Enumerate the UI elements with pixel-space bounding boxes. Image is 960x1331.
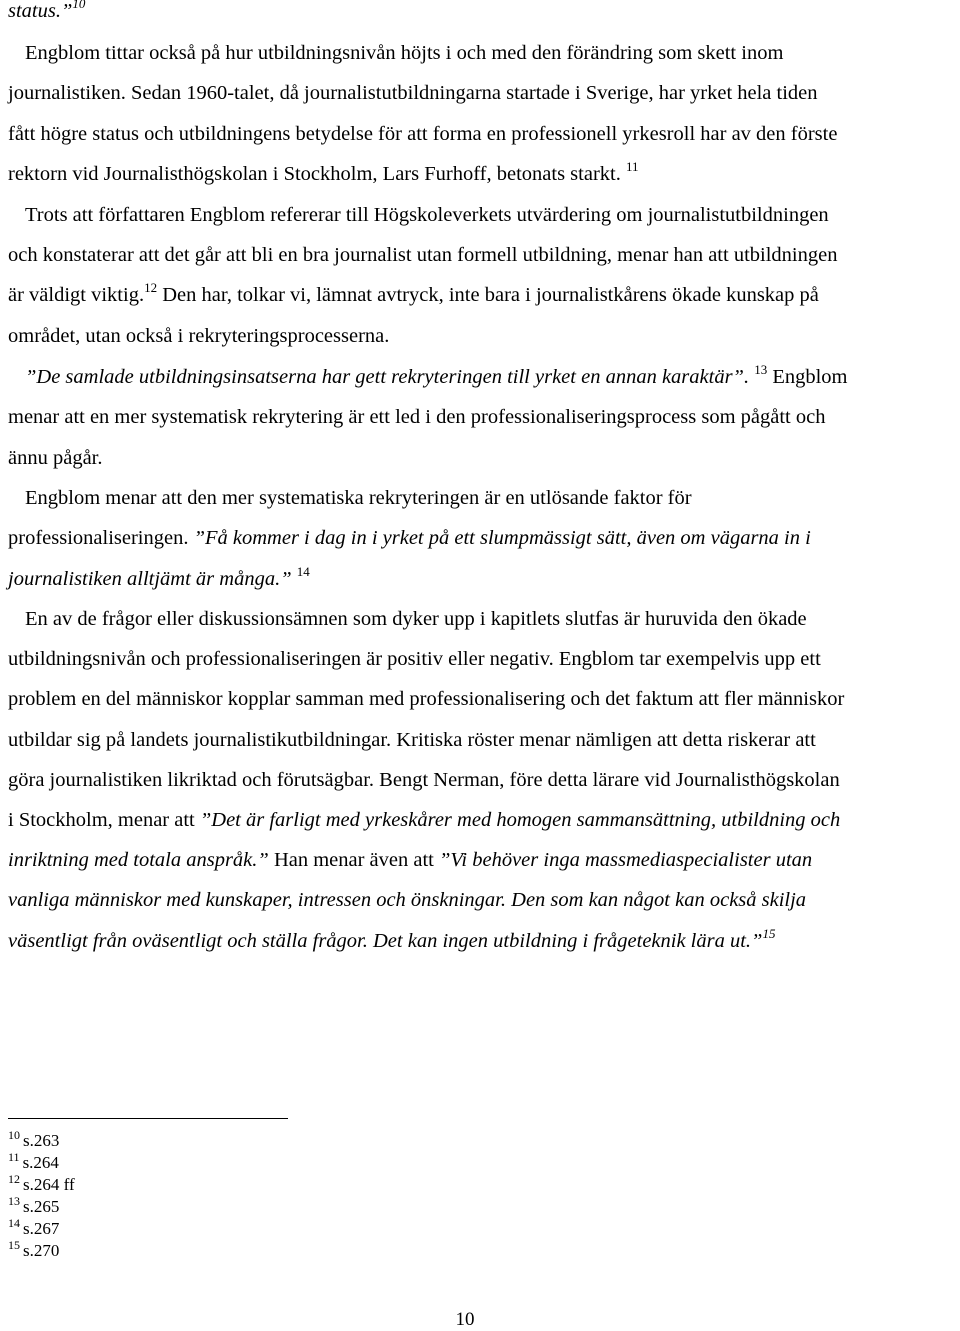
text-line bbox=[8, 887, 806, 913]
text-run: Han menar även att bbox=[268, 849, 439, 871]
text-run: journalistiken. Sedan 1960-talet, då journalistutbildningarna startade i Sverige, har yrket hela tiden bbox=[8, 82, 818, 104]
text-run: området, utan också i rekryteringsprocesserna. bbox=[8, 325, 390, 347]
text-line bbox=[8, 445, 103, 471]
text-run: professionaliseringen. bbox=[8, 527, 194, 549]
text-run: ”Vi behöver inga massmediaspecialister utan bbox=[439, 849, 813, 871]
text-run: vanliga människor med kunskaper, intressen och önskningar. Den som kan något kan också skilja bbox=[8, 889, 807, 911]
text-run: utbildningsnivån och professionaliseringen är positiv eller negativ. Engblom tar exempelvis upp ett bbox=[8, 648, 821, 670]
footnote-reference: 12 bbox=[144, 280, 158, 295]
text-line bbox=[8, 323, 389, 349]
text-line bbox=[25, 364, 848, 390]
text-run: ännu pågår. bbox=[8, 447, 103, 469]
text-run: ”Det är farligt med yrkeskårer med homogen sammansättning, utbildning och bbox=[199, 809, 841, 831]
text-line bbox=[8, 807, 840, 833]
text-line bbox=[25, 485, 692, 511]
footnote-reference: 14 bbox=[296, 564, 310, 579]
text-run: fått högre status och utbildningens betydelse för att forma en professionell yrkesroll har av den förste bbox=[8, 123, 838, 145]
footnote-reference: 10 bbox=[72, 0, 86, 11]
text-run: i Stockholm, menar att bbox=[8, 809, 200, 831]
text-run bbox=[292, 568, 297, 590]
text-line bbox=[8, 282, 819, 308]
text-line bbox=[8, 767, 840, 793]
text-run: göra journalistiken likriktad och förutsägbar. Bengt Nerman, före detta lärare vid Journalisthögskolan bbox=[8, 769, 840, 791]
text-line bbox=[8, 404, 825, 430]
footnote bbox=[8, 1194, 60, 1218]
footnote bbox=[8, 1150, 59, 1174]
text-line bbox=[8, 0, 85, 24]
footnote bbox=[8, 1128, 60, 1152]
text-run: Engblom tittar också på hur utbildningsnivån höjts i och med den förändring som skett inom bbox=[25, 42, 784, 64]
footnote-number: 10 bbox=[8, 1128, 20, 1142]
footnote-number: 11 bbox=[8, 1150, 20, 1164]
text-line bbox=[8, 525, 811, 551]
text-run: inriktning med totala anspråk.” bbox=[8, 849, 269, 871]
page-number: 10 bbox=[455, 1309, 475, 1330]
text-line bbox=[25, 40, 783, 66]
text-line bbox=[8, 242, 837, 268]
footnote-number: 13 bbox=[8, 1194, 20, 1208]
text-run: Engblom bbox=[767, 366, 848, 388]
footnote-number: 15 bbox=[8, 1238, 20, 1252]
footnote-text: s.267 bbox=[23, 1219, 60, 1238]
footnote-text: s.270 bbox=[23, 1241, 60, 1260]
footnote-number: 12 bbox=[8, 1172, 20, 1186]
text-run: Trots att författaren Engblom refererar till Högskoleverkets utvärdering om journalistutbildningen bbox=[25, 204, 829, 226]
text-run: menar att en mer systematisk rekrytering är ett led i den professionaliseringsprocess som pågått och bbox=[8, 406, 826, 428]
footnote-divider bbox=[8, 1118, 288, 1119]
footnote bbox=[8, 1216, 60, 1240]
footnote bbox=[8, 1172, 75, 1196]
footnote-text: s.265 bbox=[23, 1197, 60, 1216]
text-line bbox=[8, 566, 310, 592]
text-line bbox=[8, 686, 844, 712]
text-line bbox=[8, 161, 639, 187]
footnote-text: s.263 bbox=[23, 1131, 60, 1150]
text-line bbox=[8, 928, 775, 954]
text-run: utbildar sig på landets journalistikutbildningar. Kritiska röster menar nämligen att detta riskerar att bbox=[8, 729, 816, 751]
text-line bbox=[25, 606, 807, 632]
text-run: Engblom menar att den mer systematiska rekryteringen är en utlösande faktor för bbox=[25, 487, 692, 509]
footnote-reference: 11 bbox=[625, 159, 639, 174]
text-run: ”Få kommer i dag in i yrket på ett slumpmässigt sätt, även om vägarna in i bbox=[193, 527, 811, 549]
text-run: rektorn vid Journalisthögskolan i Stockholm, Lars Furhoff, betonats starkt. bbox=[8, 163, 626, 185]
footnote-reference: 13 bbox=[754, 362, 768, 377]
footnote-text: s.264 bbox=[22, 1153, 59, 1172]
text-line bbox=[8, 646, 821, 672]
text-line bbox=[8, 847, 812, 873]
text-run: ”De samlade utbildningsinsatserna har gett rekryteringen till yrket en annan karaktär”. bbox=[25, 366, 750, 388]
text-line bbox=[8, 80, 818, 106]
text-run: ” bbox=[60, 0, 73, 22]
text-line bbox=[8, 727, 816, 753]
footnote-number: 14 bbox=[8, 1216, 20, 1230]
text-run: journalistiken alltjämt är många.” bbox=[8, 568, 292, 590]
text-run: Den har, tolkar vi, lämnat avtryck, inte bara i journalistkårens ökade kunskap på bbox=[157, 284, 819, 306]
text-run: status. bbox=[8, 0, 61, 22]
text-run: är väldigt viktig. bbox=[8, 284, 145, 306]
text-run: och konstaterar att det går att bli en bra journalist utan formell utbildning, menar han att utbildningen bbox=[8, 244, 838, 266]
footnote bbox=[8, 1238, 60, 1262]
footnote-reference: 15 bbox=[762, 926, 776, 941]
text-line bbox=[25, 202, 829, 228]
text-line bbox=[8, 121, 837, 147]
text-run: problem en del människor kopplar samman med professionalisering och det faktum att fler människor bbox=[8, 688, 845, 710]
text-run: En av de frågor eller diskussionsämnen som dyker upp i kapitlets slutfas är huruvida den ökade bbox=[25, 608, 807, 630]
footnote-text: s.264 ff bbox=[23, 1175, 75, 1194]
text-run: väsentligt från oväsentligt och ställa frågor. Det kan ingen utbildning i frågeteknik lära ut.” bbox=[8, 930, 763, 952]
